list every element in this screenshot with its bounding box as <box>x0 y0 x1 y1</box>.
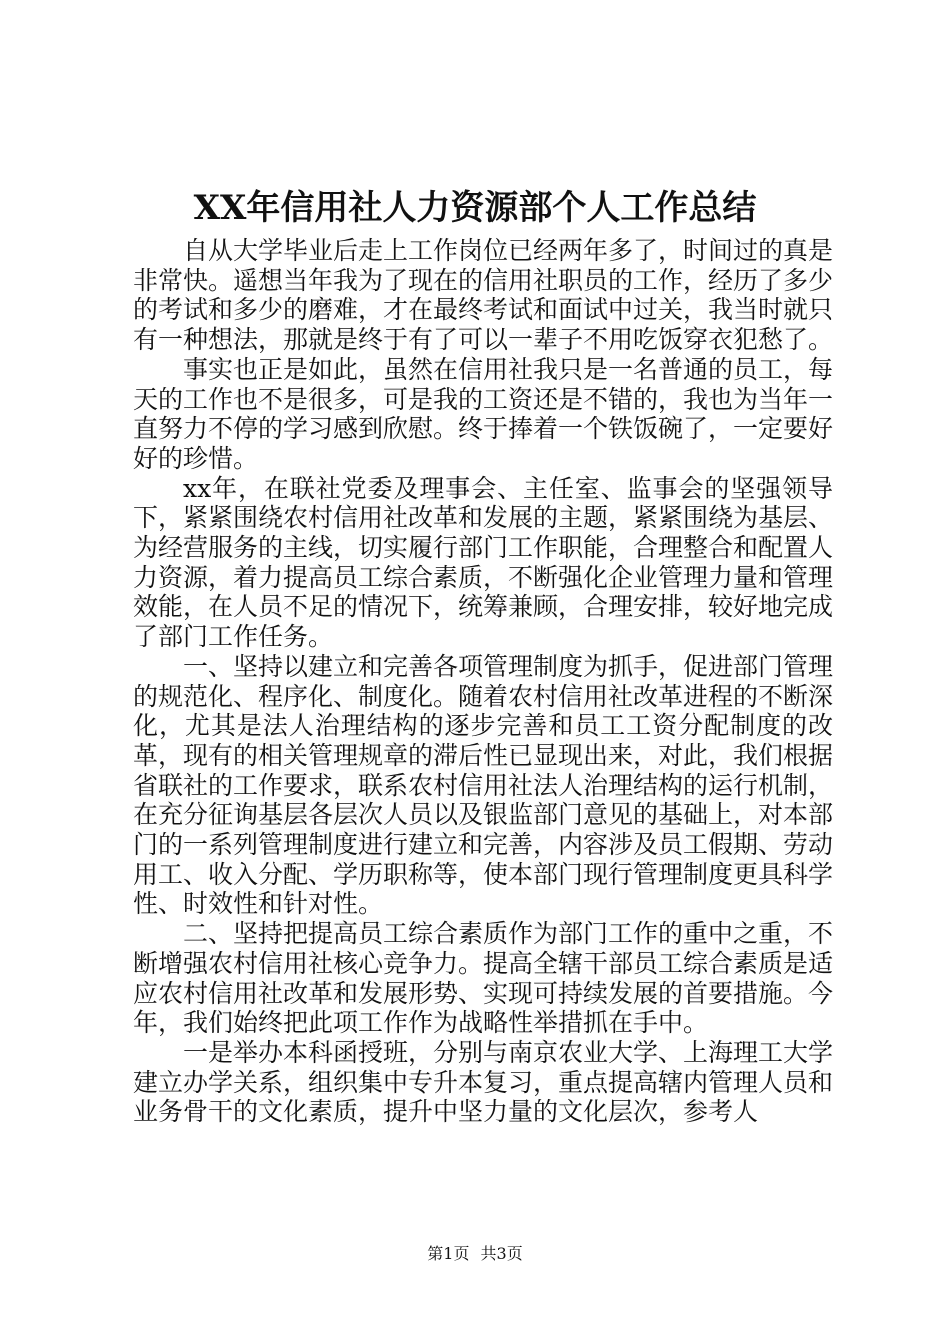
document-title: XX年信用社人力资源部个人工作总结 <box>193 188 757 228</box>
paragraph-5: 二、坚持把提高员工综合素质作为部门工作的重中之重，不断增强农村信用社核心竞争力。提高全辖干部员工综合素质是适应农村信用社改革和发展形势、实现可持续发展的首要措施。今年，我们始终把此项工作作为战略性举措抓在手中。 <box>133 919 834 1038</box>
paragraph-2: 事实也正是如此，虽然在信用社我只是一名普通的员工，每天的工作也不是很多，可是我的工资还是不错的，我也为当年一直努力不停的学习感到欣慰。终于捧着一个铁饭碗了，一定要好好的珍惜。 <box>133 354 834 473</box>
paragraph-6: 一是举办本科函授班，分别与南京农业大学、上海理工大学建立办学关系，组织集中专升本复习，重点提高辖内管理人员和业务骨干的文化素质，提升中坚力量的文化层次，参考人 <box>133 1037 834 1127</box>
document-body <box>133 236 833 1127</box>
paragraph-3: xx年，在联社党委及理事会、主任室、监事会的坚强领导下，紧紧围绕农村信用社改革和发展的主题，紧紧围绕为基层、为经营服务的主线，切实履行部门工作职能，合理整合和配置人力资源，着力提高员工综合素质，不断强化企业管理力量和管理效能，在人员不足的情况下，统筹兼顾，合理安排，较好地完成了部门工作任务。 <box>133 473 834 652</box>
page-number: 第1页 <box>427 1244 470 1263</box>
paragraph-4: 一、坚持以建立和完善各项管理制度为抓手，促进部门管理的规范化、程序化、制度化。随着农村信用社改革进程的不断深化，尤其是法人治理结构的逐步完善和员工工资分配制度的改革，现有的相关管理规章的滞后性已显现出来，对此，我们根据省联社的工作要求，联系农村信用社法人治理结构的运行机制，在充分征询基层各层次人员以及银监部门意见的基础上，对本部门的一系列管理制度进行建立和完善，内容涉及员工假期、劳动用工、收入分配、学历职称等，使本部门现行管理制度更具科学性、时效性和针对性。 <box>133 651 834 919</box>
paragraph-1: 自从大学毕业后走上工作岗位已经两年多了，时间过的真是非常快。遥想当年我为了现在的信用社职员的工作，经历了多少的考试和多少的磨难，才在最终考试和面试中过关，我当时就只有一种想法，那就是终于有了可以一辈子不用吃饭穿衣犯愁了。 <box>133 236 834 355</box>
page-footer <box>0 1243 950 1265</box>
page-total: 共3页 <box>480 1244 523 1263</box>
